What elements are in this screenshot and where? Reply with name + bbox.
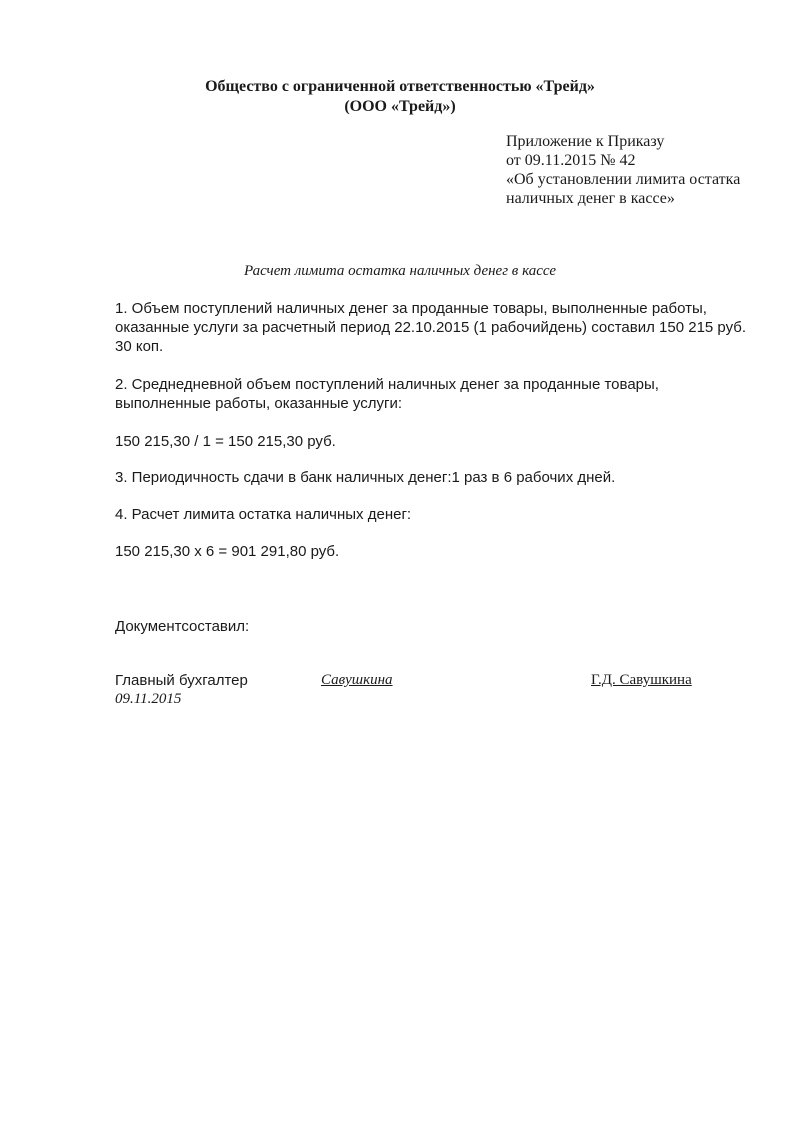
appendix-line-1: Приложение к Приказу: [506, 133, 665, 150]
organization-full-name: Общество с ограниченной ответственностью «Трейд»: [205, 78, 595, 95]
item-4-paragraph: 4. Расчет лимита остатка наличных денег:: [115, 506, 412, 523]
document-header: [0, 77, 800, 117]
appendix-reference: [506, 132, 740, 208]
item-2-paragraph: 2. Среднедневной объем поступлений наличных денег за проданные товары, выполненные работы, оказанные услуги:: [115, 376, 659, 412]
appendix-line-2: от 09.11.2015 № 42: [506, 152, 636, 169]
document-title: Расчет лимита остатка наличных денег в кассе: [244, 263, 556, 279]
signature-date: 09.11.2015: [115, 691, 182, 707]
appendix-line-3: «Об установлении лимита остатка: [506, 171, 741, 188]
item-1-paragraph: 1. Объем поступлений наличных денег за проданные товары, выполненные работы, оказанные услуги за расчетный период 22.10.2015 (1 рабочийдень) составил 150 215 руб. 30 коп.: [115, 300, 747, 355]
calculation-limit: 150 215,30 х 6 = 901 291,80 руб.: [115, 543, 340, 560]
composed-by-label: Документсоставил:: [115, 618, 250, 635]
handwritten-signature: Савушкина: [321, 672, 393, 688]
appendix-line-4: наличных денег в кассе»: [506, 190, 675, 207]
organization-short-name: (ООО «Трейд»): [344, 98, 456, 115]
item-3-paragraph: 3. Периодичность сдачи в банк наличных денег:1 раз в 6 рабочих дней.: [115, 469, 616, 486]
signer-name: Г.Д. Савушкина: [591, 672, 692, 688]
calculation-average: 150 215,30 / 1 = 150 215,30 руб.: [115, 433, 336, 450]
signer-position: Главный бухгалтер: [115, 672, 248, 689]
